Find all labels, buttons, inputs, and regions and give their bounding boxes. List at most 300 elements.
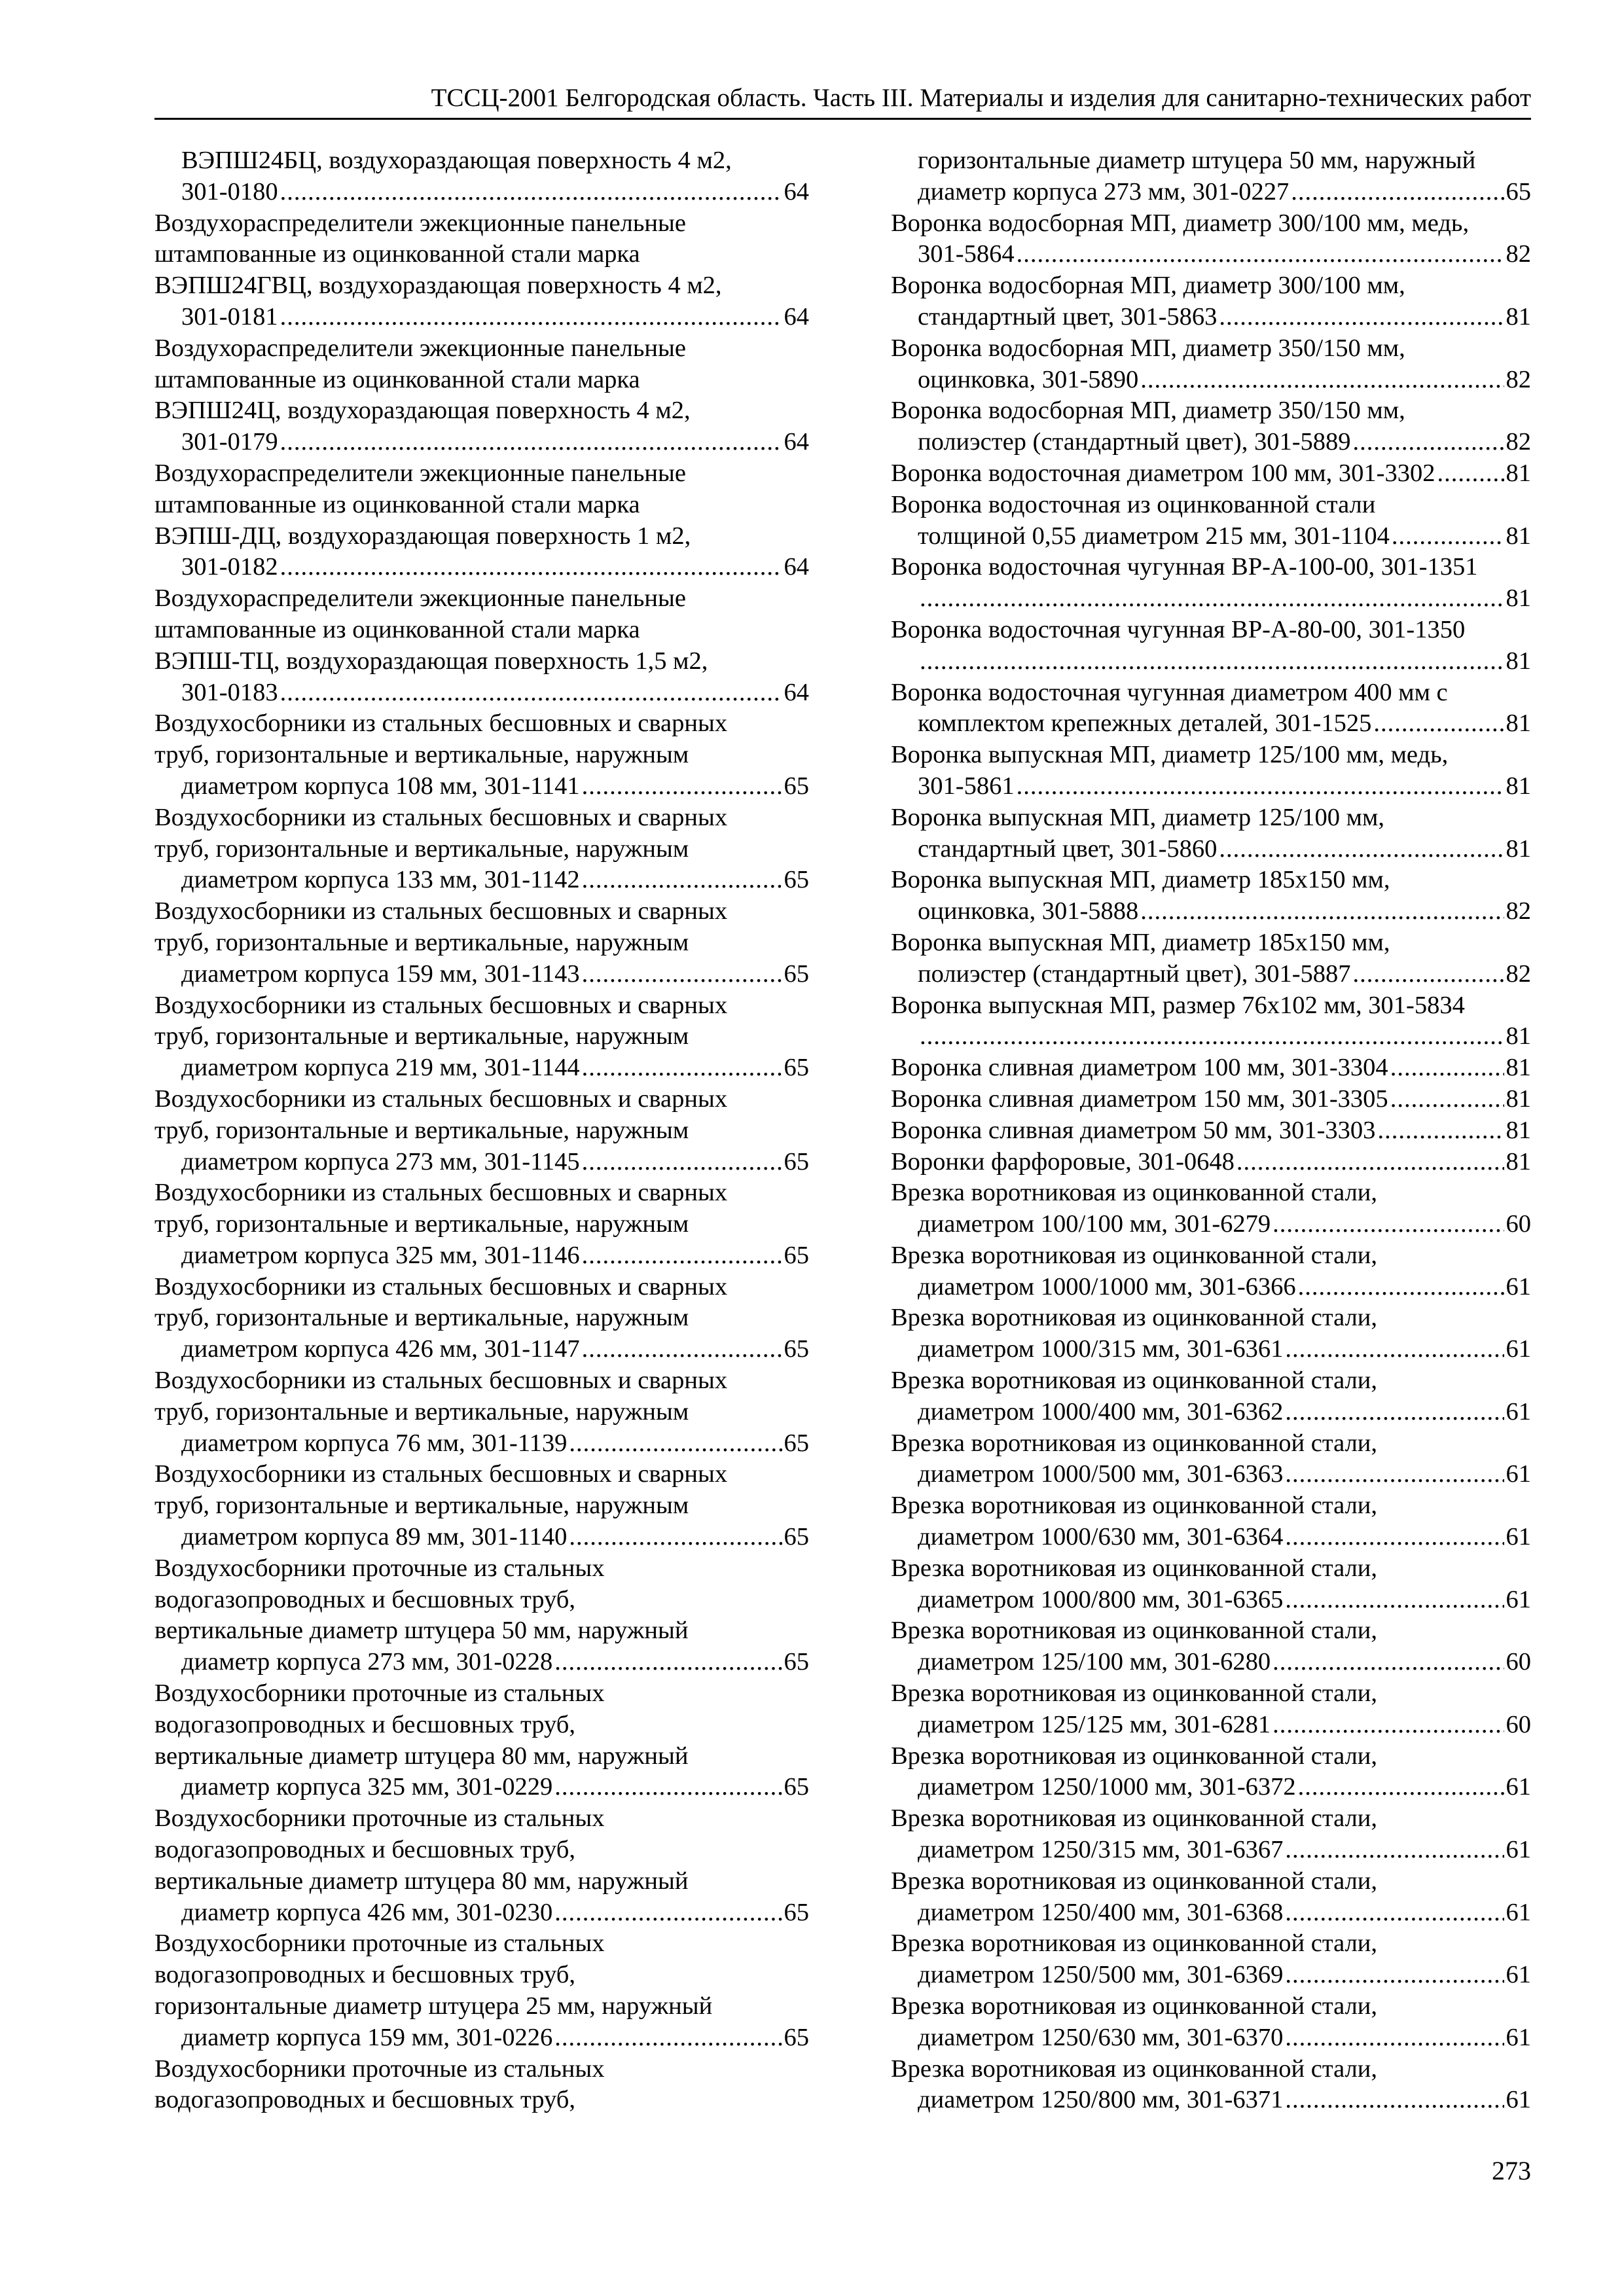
index-entry-line: водогазопроводных и бесшовных труб, [154, 1710, 575, 1738]
index-entry-text: диаметром 125/100 мм, 301-6280 [918, 1648, 1271, 1676]
index-entry-page: 61 [1506, 1961, 1531, 1989]
index-entry-line: Воронка водосточная из оцинкованной стали [891, 490, 1376, 518]
index-entry-page: 65 [784, 960, 809, 988]
index-entry-line: Воронка выпускная МП, размер 76х102 мм, 301-5834 [891, 991, 1465, 1019]
index-entry [891, 1428, 1531, 1491]
index-entry-page: 61 [1506, 1272, 1531, 1300]
index-entry-line: Воронка выпускная МП, диаметр 185х150 мм, [891, 866, 1390, 894]
index-entry-tail [891, 177, 1531, 208]
index-entry-text: диаметром 1000/630 мм, 301-6364 [918, 1523, 1284, 1551]
index-entry [154, 583, 809, 708]
index-entry-line: труб, горизонтальные и вертикальные, наружным [154, 928, 689, 956]
index-entry-tail [154, 427, 809, 458]
index-entry-text: Воронки фарфоровые, 301-0648 [891, 1147, 1235, 1175]
index-entry-line: водогазопроводных и бесшовных труб, [154, 1961, 575, 1989]
index-entry [154, 1459, 809, 1552]
index-entry-tail [891, 1115, 1531, 1147]
dot-leader [569, 1522, 782, 1553]
index-entry-tail [891, 834, 1531, 865]
index-entry-line: водогазопроводных и бесшовных труб, [154, 1836, 575, 1864]
index-entry-tail [891, 1522, 1531, 1553]
index-entry-tail [891, 1459, 1531, 1490]
index-entry-page: 64 [784, 302, 809, 331]
index-entry-text: 301-0179 [181, 428, 278, 456]
index-entry-line: Воздухосборники из стальных бесшовных и сварных [154, 1272, 728, 1300]
index-entry-page: 65 [784, 2023, 809, 2051]
index-entry-tail [154, 177, 809, 208]
index-entry [891, 145, 1531, 208]
index-entry-text: диаметром корпуса 89 мм, 301-1140 [181, 1523, 568, 1551]
index-entry-tail [891, 1084, 1531, 1115]
index-entry-line: Врезка воротниковая из оцинкованной стали, [891, 1367, 1378, 1395]
index-entry [154, 1553, 809, 1678]
index-entry [891, 552, 1531, 615]
index-entry-tail [891, 239, 1531, 270]
index-entry [891, 1147, 1531, 1178]
index-entry-tail [154, 1772, 809, 1803]
index-entry-page: 60 [1506, 1648, 1531, 1676]
dot-leader [1272, 1209, 1504, 1240]
index-entry-line: Воронка водосборная МП, диаметр 300/100 мм, медь, [891, 209, 1470, 237]
index-entry-line: ВЭПШ24Ц, воздухораздающая поверхность 4 м2, [154, 397, 691, 425]
index-entry-text: диаметром 100/100 мм, 301-6279 [918, 1210, 1271, 1238]
index-entry-line: Воздухосборники из стальных бесшовных и сварных [154, 1085, 728, 1113]
index-entry-text: диаметром корпуса 76 мм, 301-1139 [181, 1429, 568, 1457]
index-entry-line: Воронка водосточная чугунная диаметром 400 мм с [891, 678, 1448, 706]
index-entry-text: полиэстер (стандартный цвет), 301-5889 [918, 428, 1351, 456]
index-entry-line: штампованные из оцинкованной стали марка [154, 365, 640, 393]
index-entry-page: 64 [784, 553, 809, 581]
index-entry-line: Врезка воротниковая из оцинкованной стали, [891, 1804, 1378, 1833]
index-entry-line: Врезка воротниковая из оцинкованной стали, [891, 1742, 1378, 1770]
dot-leader [1017, 771, 1504, 802]
index-entry-line: Воздухосборники из стальных бесшовных и сварных [154, 1179, 728, 1207]
index-entry-tail [154, 1522, 809, 1553]
index-entry-tail [891, 959, 1531, 990]
dot-leader [1140, 896, 1504, 927]
index-entry-tail [154, 1334, 809, 1365]
index-entry-tail [154, 1147, 809, 1178]
index-entry-line: ВЭПШ-ДЦ, воздухораздающая поверхность 1 м2, [154, 522, 691, 550]
index-entry-line: Врезка воротниковая из оцинкованной стали, [891, 1992, 1378, 2020]
index-entry-text: диаметром корпуса 426 мм, 301-1147 [181, 1335, 580, 1363]
index-entry-page: 65 [784, 1241, 809, 1269]
index-entry-line: труб, горизонтальные и вертикальные, наружным [154, 834, 689, 863]
dot-leader [554, 2022, 782, 2054]
index-entry-page: 61 [1506, 1898, 1531, 1926]
index-entry-line: водогазопроводных и бесшовных труб, [154, 1585, 575, 1613]
dot-leader [920, 1021, 1504, 1052]
index-entry-line: вертикальные диаметр штуцера 80 мм, наружный [154, 1742, 689, 1770]
index-entry-tail [891, 1647, 1531, 1678]
index-entry [154, 2054, 809, 2117]
index-entry-text: диаметр корпуса 273 мм, 301-0228 [181, 1648, 553, 1676]
index-entry-page: 61 [1506, 1335, 1531, 1363]
index-entry-line: Воздухосборники из стальных бесшовных и сварных [154, 897, 728, 925]
page-number: 273 [1492, 2156, 1531, 2185]
dot-leader [1390, 1084, 1504, 1115]
index-entry-tail [891, 1772, 1531, 1803]
index-entry-tail [154, 302, 809, 333]
index-entry-line: Воронка водосборная МП, диаметр 350/150 мм, [891, 334, 1405, 362]
index-entry-page: 81 [1506, 302, 1531, 331]
index-entry-page: 65 [784, 1147, 809, 1175]
index-entry-text: Воронка сливная диаметром 50 мм, 301-3303 [891, 1116, 1376, 1144]
index-entry-text: оцинковка, 301-5888 [918, 897, 1139, 925]
index-entry-text: диаметром 1250/500 мм, 301-6369 [918, 1961, 1284, 1989]
dot-leader [582, 1147, 782, 1178]
index-entry-tail [891, 1147, 1531, 1178]
index-entry-line: вертикальные диаметр штуцера 80 мм, наружный [154, 1867, 689, 1895]
index-entry-text: стандартный цвет, 301-5863 [918, 302, 1218, 331]
index-entry-tail [891, 771, 1531, 802]
index-entry-line: Воздухораспределители эжекционные панельные [154, 209, 686, 237]
index-entry-line: Врезка воротниковая из оцинкованной стали, [891, 1304, 1378, 1332]
index-entry-line: Воронка водосточная чугунная ВР-А-100-00, 301-1351 [891, 553, 1478, 581]
index-entry-tail [891, 646, 1531, 677]
dot-leader [280, 177, 782, 208]
dot-leader [1272, 1647, 1504, 1678]
index-entry-text: диаметром 1250/630 мм, 301-6370 [918, 2023, 1284, 2051]
index-entry [891, 395, 1531, 458]
dot-leader [569, 1428, 782, 1460]
index-entry [891, 1991, 1531, 2054]
index-entry [891, 615, 1531, 677]
dot-leader [1298, 1272, 1504, 1303]
index-entry-page: 65 [784, 1648, 809, 1676]
index-entry-line: труб, горизонтальные и вертикальные, наружным [154, 741, 689, 769]
index-entry [154, 208, 809, 333]
index-entry [891, 927, 1531, 990]
index-entry-page: 81 [1506, 647, 1531, 675]
index-entry [891, 208, 1531, 271]
index-entry-page: 81 [1506, 1147, 1531, 1175]
index-entry-text: диаметром корпуса 325 мм, 301-1146 [181, 1241, 580, 1269]
index-entry-line: Врезка воротниковая из оцинкованной стали, [891, 1179, 1378, 1207]
dot-leader [554, 1647, 782, 1678]
index-entry [891, 1490, 1531, 1553]
index-entry-page: 60 [1506, 1710, 1531, 1738]
index-entry [891, 1177, 1531, 1240]
index-entry-line: Воздухосборники из стальных бесшовных и сварных [154, 709, 728, 738]
index-entry-page: 61 [1506, 1836, 1531, 1864]
index-entry-page: 61 [1506, 2023, 1531, 2051]
index-entry-line: труб, горизонтальные и вертикальные, наружным [154, 1210, 689, 1238]
index-entry [154, 1272, 809, 1365]
index-entry-tail [891, 1835, 1531, 1866]
dot-leader [582, 1334, 782, 1365]
dot-leader [1272, 1710, 1504, 1741]
dot-leader [1298, 1772, 1504, 1803]
index-entry-tail [891, 302, 1531, 333]
index-entry-text: диаметром корпуса 159 мм, 301-1143 [181, 960, 580, 988]
index-entry-line: Врезка воротниковая из оцинкованной стали, [891, 1679, 1378, 1708]
index-entry [154, 458, 809, 583]
index-entry [891, 270, 1531, 333]
index-column-right [891, 145, 1531, 2116]
index-entry [891, 1866, 1531, 1929]
index-entry-page: 65 [784, 772, 809, 800]
index-entry-page: 81 [1506, 1085, 1531, 1113]
index-entry-line: Воронка водосборная МП, диаметр 350/150 мм, [891, 397, 1405, 425]
index-entry-line: Воронка водосборная МП, диаметр 300/100 мм, [891, 272, 1405, 300]
index-entry-text: диаметром 1000/800 мм, 301-6365 [918, 1585, 1284, 1613]
dot-leader [1353, 959, 1504, 990]
index-entry-tail [154, 1647, 809, 1678]
index-entry-tail [891, 1021, 1531, 1052]
index-entry-line: горизонтальные диаметр штуцера 25 мм, наружный [154, 1992, 713, 2020]
index-entry-line: Врезка воротниковая из оцинкованной стали, [891, 1867, 1378, 1895]
index-entry-tail [891, 1334, 1531, 1365]
index-entry [154, 990, 809, 1084]
index-entry-text: диаметром 1250/800 мм, 301-6371 [918, 2086, 1284, 2114]
index-entry [891, 990, 1531, 1053]
dot-leader [1219, 302, 1504, 333]
index-entry-page: 81 [1506, 459, 1531, 487]
index-entry-tail [891, 1960, 1531, 1991]
dot-leader [554, 1897, 782, 1929]
dot-leader [1285, 1334, 1504, 1365]
index-entry-line: Воздухосборники проточные из стальных [154, 2054, 605, 2083]
index-entry-text: диаметром корпуса 273 мм, 301-1145 [181, 1147, 580, 1175]
index-entry-page: 82 [1506, 365, 1531, 393]
index-entry-tail [891, 521, 1531, 552]
dot-leader [280, 552, 782, 583]
index-entry [154, 145, 809, 208]
index-entry-text: диаметром 1250/315 мм, 301-6367 [918, 1836, 1284, 1864]
index-entry [154, 896, 809, 990]
dot-leader [1353, 427, 1504, 458]
dot-leader [1377, 1115, 1504, 1147]
index-entry [891, 740, 1531, 802]
dot-leader [582, 1052, 782, 1084]
index-entry-line: Воронка выпускная МП, диаметр 185х150 мм, [891, 928, 1390, 956]
index-entry-page: 61 [1506, 1460, 1531, 1488]
index-entry [891, 1302, 1531, 1365]
index-entry-line: вертикальные диаметр штуцера 50 мм, наружный [154, 1617, 689, 1645]
index-entry [154, 1177, 809, 1271]
dot-leader [554, 1772, 782, 1803]
index-entry-tail [891, 1272, 1531, 1303]
index-entry-tail [891, 1585, 1531, 1616]
dot-leader [1285, 1897, 1504, 1929]
dot-leader [1437, 458, 1504, 490]
index-entry [891, 490, 1531, 552]
index-entry-line: труб, горизонтальные и вертикальные, наружным [154, 1022, 689, 1050]
index-entry-page: 81 [1506, 1116, 1531, 1144]
index-entry-tail [891, 1209, 1531, 1240]
index-entry-page: 64 [784, 678, 809, 706]
dot-leader [1285, 2022, 1504, 2054]
dot-leader [1285, 2085, 1504, 2116]
index-entry-tail [154, 552, 809, 583]
index-entry-line: труб, горизонтальные и вертикальные, наружным [154, 1492, 689, 1520]
index-entry-line: Воздухораспределители эжекционные панельные [154, 584, 686, 613]
index-entry-text: диаметром корпуса 133 мм, 301-1142 [181, 866, 580, 894]
index-entry-page: 61 [1506, 2086, 1531, 2114]
index-entry-page: 81 [1506, 1022, 1531, 1050]
index-entry [891, 1678, 1531, 1741]
index-entry-text: 301-0182 [181, 553, 278, 581]
dot-leader [582, 865, 782, 896]
index-entry-page: 65 [1506, 177, 1531, 206]
index-entry [891, 458, 1531, 490]
index-entry-page: 61 [1506, 1773, 1531, 1801]
index-entry-tail [891, 1897, 1531, 1929]
index-entry-line: Воздухосборники проточные из стальных [154, 1554, 605, 1582]
index-entry-page: 82 [1506, 240, 1531, 268]
index-entry-line: Воздухосборники проточные из стальных [154, 1804, 605, 1833]
index-entry [154, 708, 809, 802]
index-entry-text: диаметром 1000/1000 мм, 301-6366 [918, 1272, 1296, 1300]
index-entry-tail [154, 1428, 809, 1460]
index-entry-tail [154, 1052, 809, 1084]
index-entry [154, 1678, 809, 1803]
index-entry-text: диаметром 1000/500 мм, 301-6363 [918, 1460, 1284, 1488]
index-entry-tail [154, 2022, 809, 2054]
index-entry-tail [154, 1897, 809, 1929]
index-entry-text: Воронка сливная диаметром 150 мм, 301-3305 [891, 1085, 1388, 1113]
index-entry-page: 81 [1506, 772, 1531, 800]
index-entry [891, 333, 1531, 396]
dot-leader [1285, 1522, 1504, 1553]
index-entry-tail [891, 708, 1531, 740]
dot-leader [1140, 365, 1504, 396]
index-entry-text: диаметр корпуса 426 мм, 301-0230 [181, 1898, 553, 1926]
index-entry-line: Воронка выпускная МП, диаметр 125/100 мм, [891, 803, 1384, 831]
index-entry-page: 81 [1506, 834, 1531, 863]
index-entry-page: 64 [784, 177, 809, 206]
dot-leader [280, 677, 782, 709]
index-entry-line: Врезка воротниковая из оцинкованной стали, [891, 1929, 1378, 1958]
index-entry-line: штампованные из оцинкованной стали марка [154, 490, 640, 518]
index-entry [154, 1928, 809, 2053]
index-entry-text: диаметром корпуса 219 мм, 301-1144 [181, 1054, 580, 1082]
index-entry-page: 60 [1506, 1210, 1531, 1238]
dot-leader [1373, 708, 1504, 740]
index-entry-line: Врезка воротниковая из оцинкованной стали, [891, 1429, 1378, 1457]
dot-leader [1291, 177, 1504, 208]
index-entry-text: 301-5864 [918, 240, 1015, 268]
dot-leader [1285, 1960, 1504, 1991]
index-entry-line: ВЭПШ24ГВЦ, воздухораздающая поверхность 4 м2, [154, 272, 722, 300]
index-entry-page: 81 [1506, 584, 1531, 613]
index-entry-tail [154, 959, 809, 990]
index-entry-tail [154, 677, 809, 709]
index-entry-line: Врезка воротниковая из оцинкованной стали, [891, 1241, 1378, 1269]
index-entry-line: Врезка воротниковая из оцинкованной стали, [891, 2054, 1378, 2083]
index-entry-tail [891, 2022, 1531, 2054]
index-entry [891, 1115, 1531, 1147]
dot-leader [920, 583, 1504, 615]
index-entry-text: диаметром корпуса 108 мм, 301-1141 [181, 772, 580, 800]
index-entry-line: Воздухосборники из стальных бесшовных и сварных [154, 803, 728, 831]
index-entry [891, 1615, 1531, 1678]
index-entry-text: диаметр корпуса 273 мм, 301-0227 [918, 177, 1290, 206]
index-entry [891, 1240, 1531, 1303]
index-entry-tail [891, 427, 1531, 458]
dot-leader [1017, 239, 1504, 270]
index-entry-tail [891, 1052, 1531, 1084]
dot-leader [1285, 1397, 1504, 1428]
index-entry-page: 65 [784, 1898, 809, 1926]
index-column-left [154, 145, 809, 2116]
index-entry-tail [891, 365, 1531, 396]
dot-leader [1285, 1835, 1504, 1866]
index-entry [891, 1553, 1531, 1616]
dot-leader [1285, 1459, 1504, 1490]
index-entry-page: 65 [784, 866, 809, 894]
index-entry-text: стандартный цвет, 301-5860 [918, 834, 1218, 863]
dot-leader [1392, 521, 1504, 552]
index-entry-line: труб, горизонтальные и вертикальные, наружным [154, 1397, 689, 1426]
dot-leader [1285, 1585, 1504, 1616]
index-entry-line: Воронка выпускная МП, диаметр 125/100 мм, медь, [891, 741, 1449, 769]
dot-leader [582, 959, 782, 990]
index-entry-text: оцинковка, 301-5890 [918, 365, 1139, 393]
index-entry-page: 65 [784, 1429, 809, 1457]
dot-leader [280, 427, 782, 458]
index-entry-line: Воздухосборники из стальных бесшовных и сварных [154, 991, 728, 1019]
index-entry [154, 1365, 809, 1459]
index-entry-page: 82 [1506, 960, 1531, 988]
index-entry-line: Воздухосборники проточные из стальных [154, 1929, 605, 1958]
index-entry-tail [891, 896, 1531, 927]
index-entry [154, 1084, 809, 1177]
index-entry-text: диаметром 1250/400 мм, 301-6368 [918, 1898, 1284, 1926]
index-entry-page: 81 [1506, 1054, 1531, 1082]
index-entry-line: Врезка воротниковая из оцинкованной стали, [891, 1554, 1378, 1582]
index-entry-line: Врезка воротниковая из оцинкованной стали, [891, 1492, 1378, 1520]
index-entry-line: Воздухосборники из стальных бесшовных и сварных [154, 1460, 728, 1488]
index-entry-line: Воздухосборники из стальных бесшовных и сварных [154, 1367, 728, 1395]
index-entry-text: 301-5861 [918, 772, 1015, 800]
index-entry-page: 82 [1506, 897, 1531, 925]
dot-leader [920, 646, 1504, 677]
index-entry [891, 1365, 1531, 1428]
index-entry [891, 1803, 1531, 1866]
index-entry-page: 61 [1506, 1585, 1531, 1613]
index-entry-text: полиэстер (стандартный цвет), 301-5887 [918, 960, 1351, 988]
index-entry-text: Воронка сливная диаметром 100 мм, 301-3304 [891, 1054, 1388, 1082]
index-entry-line: Воздухораспределители эжекционные панельные [154, 334, 686, 362]
index-entry-page: 64 [784, 428, 809, 456]
index-entry-text: 301-0183 [181, 678, 278, 706]
index-entry-text: диаметром 1000/315 мм, 301-6361 [918, 1335, 1284, 1363]
index-entry [891, 865, 1531, 927]
index-entry [154, 802, 809, 896]
index-entry-line: Воздухораспределители эжекционные панельные [154, 459, 686, 487]
index-entry-page: 61 [1506, 1397, 1531, 1426]
index-entry [891, 677, 1531, 740]
index-entry-text: 301-0180 [181, 177, 278, 206]
index-entry-line: Воздухосборники проточные из стальных [154, 1679, 605, 1708]
index-entry-tail [154, 1240, 809, 1272]
index-entry-text: Воронка водосточная диаметром 100 мм, 301-3302 [891, 459, 1435, 487]
index-entry-text: комплектом крепежных деталей, 301-1525 [918, 709, 1372, 738]
index-entry-tail [154, 771, 809, 802]
index-entry-page: 65 [784, 1335, 809, 1363]
index-entry-line: водогазопроводных и бесшовных труб, [154, 2086, 575, 2114]
index-entry-line: горизонтальные диаметр штуцера 50 мм, наружный [918, 147, 1476, 174]
index-entry-text: 301-0181 [181, 302, 278, 331]
index-entry-tail [891, 1397, 1531, 1428]
index-entry [891, 1084, 1531, 1115]
index-entry-line: ВЭПШ24БЦ, воздухораздающая поверхность 4 м2, [181, 147, 732, 174]
index-entry-text: толщиной 0,55 диаметром 215 мм, 301-1104 [918, 522, 1390, 550]
index-entry-text: диаметр корпуса 159 мм, 301-0226 [181, 2023, 553, 2051]
index-entry-line: штампованные из оцинкованной стали марка [154, 615, 640, 643]
